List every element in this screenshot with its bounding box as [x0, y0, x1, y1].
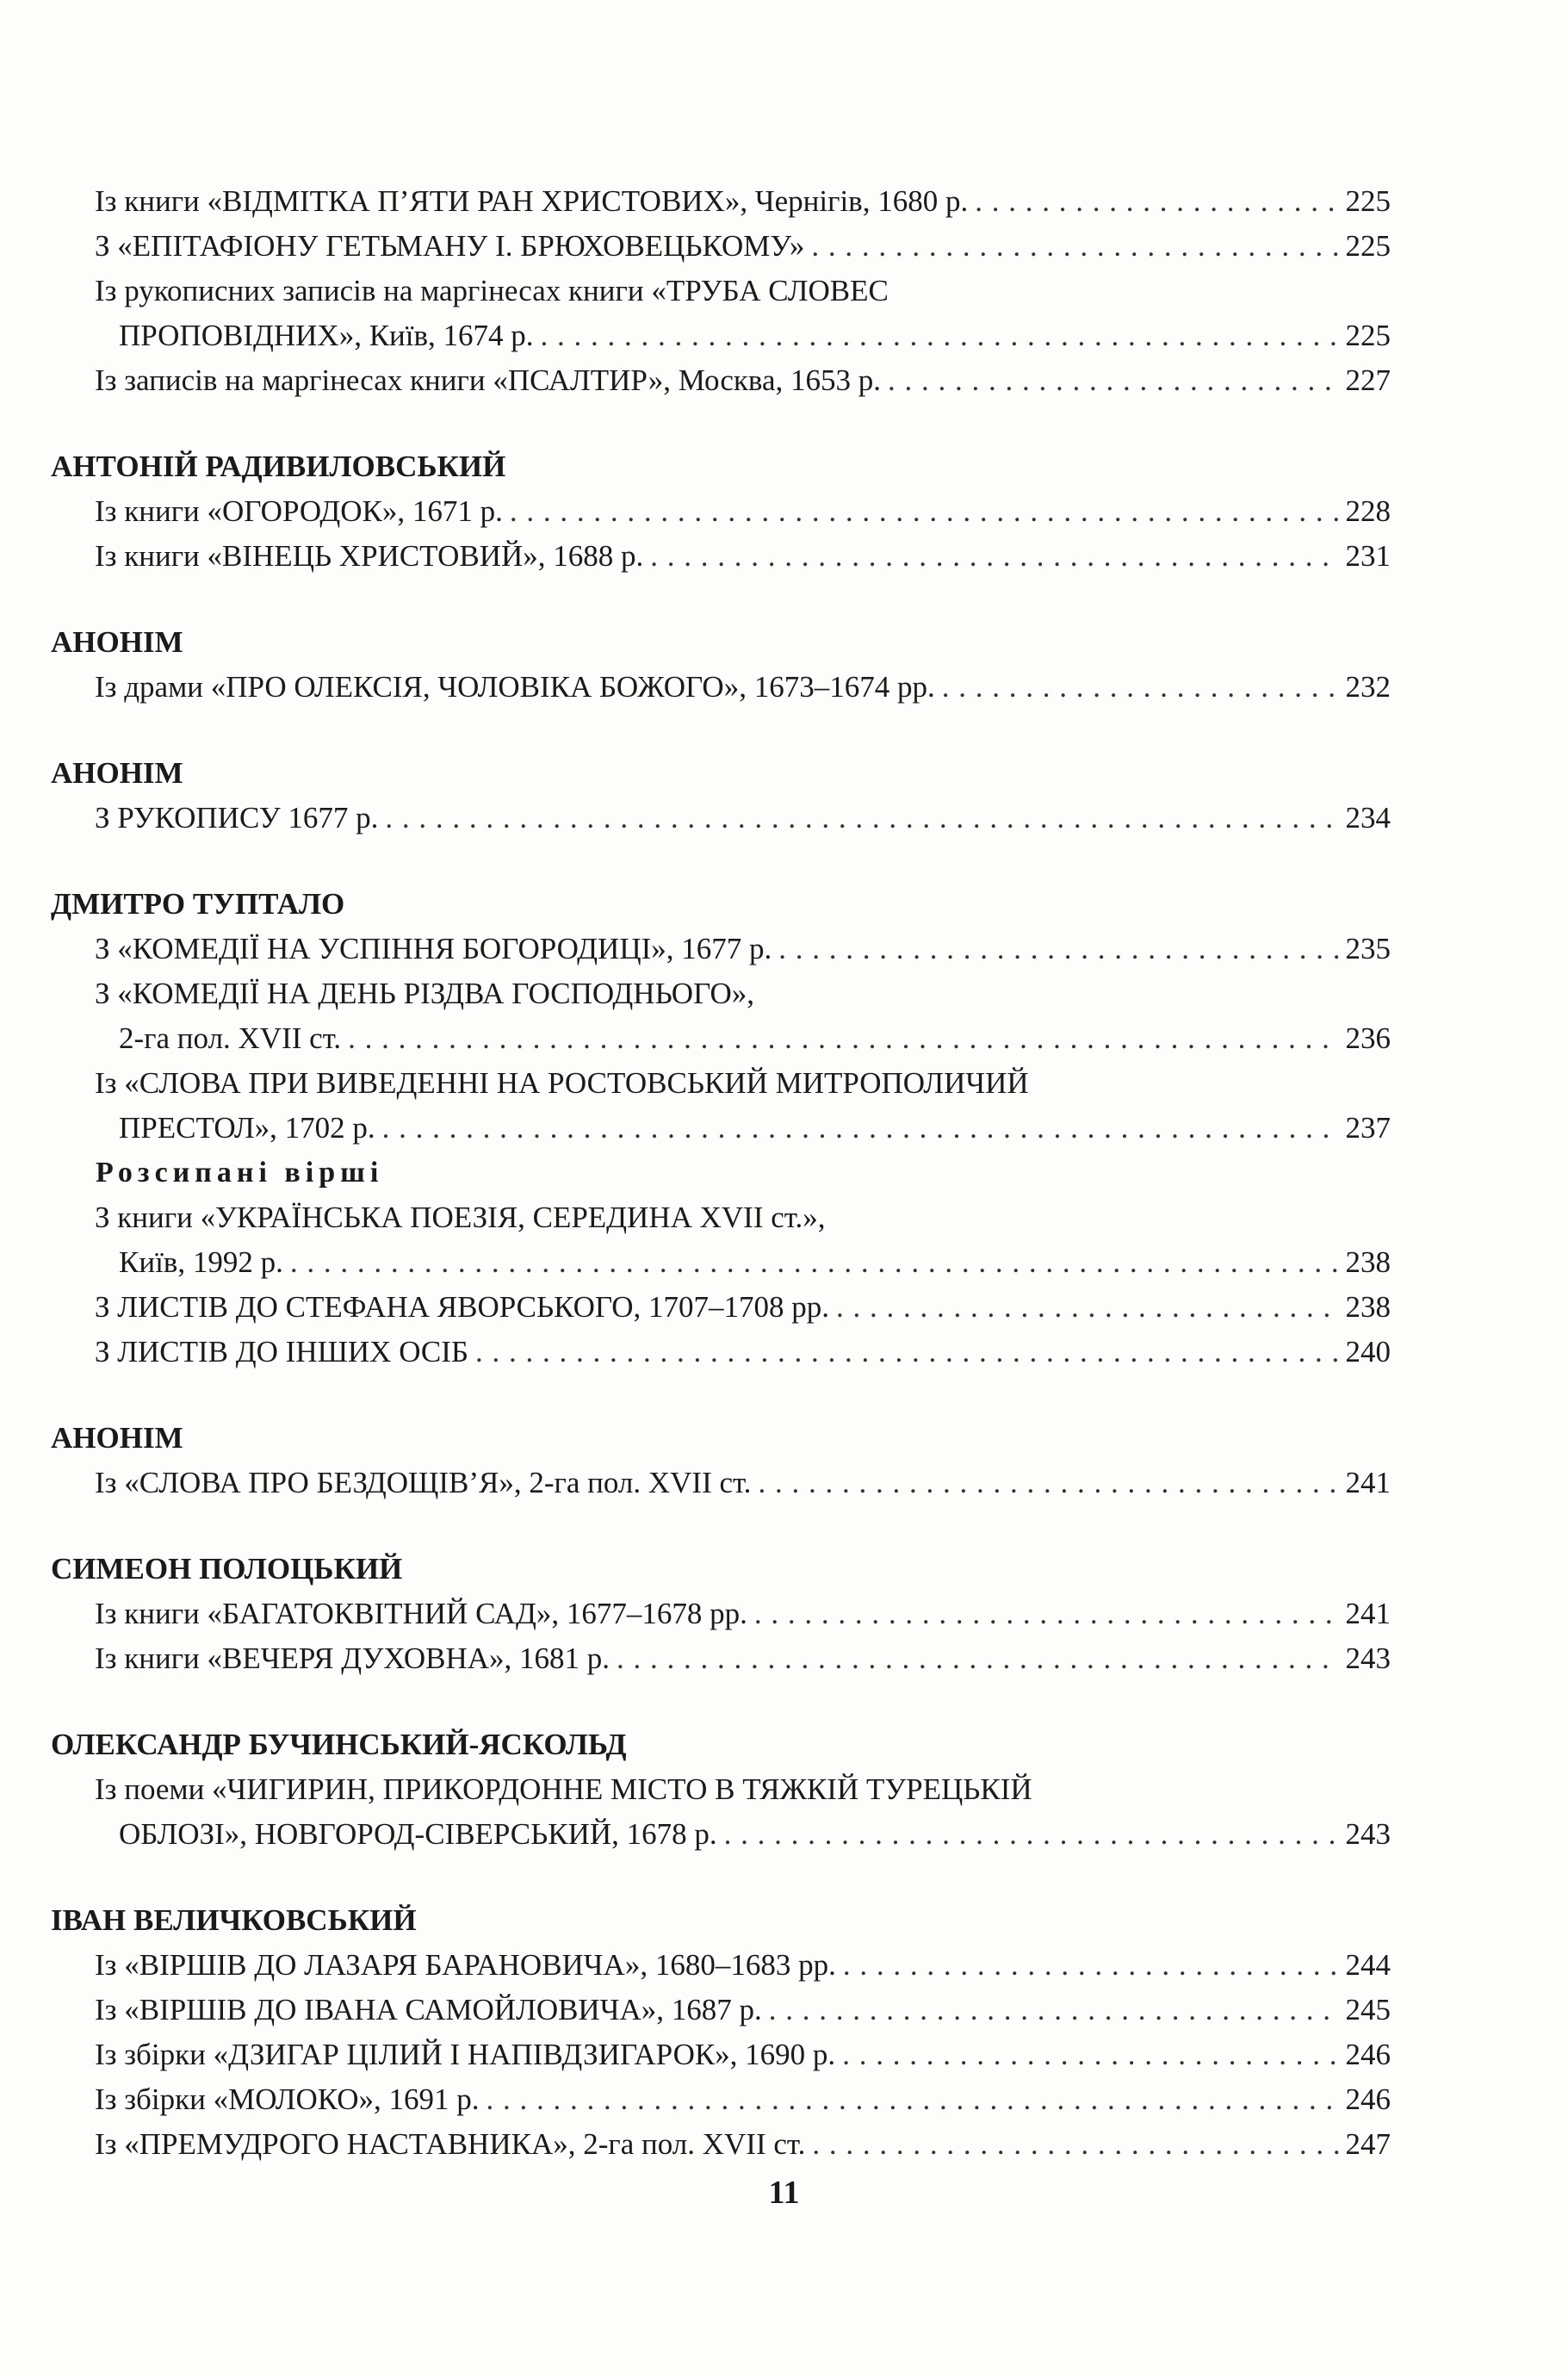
entry-title: Із збірки «ДЗИГАР ЦІЛИЙ І НАПІВДЗИГАРОК», 1690 р. [95, 2038, 836, 2071]
dot-leader [812, 2122, 1338, 2167]
toc-entry[interactable] [51, 1636, 1391, 1681]
toc-entry[interactable] [51, 2033, 1391, 2077]
subsection-heading: Розсипані вірші [96, 1157, 384, 1188]
entry-title: Із збірки «МОЛОКО», 1691 р. [95, 2082, 480, 2116]
entry-page-number: 228 [1345, 494, 1391, 528]
entry-title: Із книги «ОГОРОДОК», 1671 р. [95, 494, 503, 528]
toc-entry[interactable] [51, 269, 1391, 358]
dot-leader [475, 1330, 1338, 1375]
entry-title: Із «СЛОВА ПРИ ВИВЕДЕННІ НА РОСТОВСЬКИЙ МИТРОПОЛИЧИЙ [95, 1066, 1029, 1100]
dot-leader [842, 2033, 1338, 2077]
entry-page-number: 238 [1345, 1245, 1391, 1279]
toc-section [51, 620, 1391, 710]
author-heading: АНТОНІЙ РАДИВИЛОВСЬКИЙ [51, 450, 506, 483]
toc-entry[interactable] [51, 179, 1391, 224]
toc-section [51, 1898, 1391, 2167]
toc-entry[interactable] [51, 1285, 1391, 1330]
entry-page-number: 237 [1345, 1111, 1391, 1145]
dot-leader [385, 796, 1338, 841]
entry-page-number: 225 [1345, 184, 1391, 218]
dot-leader [843, 1943, 1339, 1988]
entry-title: Із «ВІРШІВ ДО ЛАЗАРЯ БАРАНОВИЧА», 1680–1683 рр. [95, 1948, 836, 1982]
entry-page-number: 243 [1345, 1817, 1391, 1851]
dot-leader [650, 534, 1338, 579]
toc-entry[interactable] [51, 224, 1391, 269]
author-heading: ОЛЕКСАНДР БУЧИНСЬКИЙ-ЯСКОЛЬД [51, 1728, 627, 1761]
entry-page-number: 245 [1345, 1993, 1391, 2026]
toc-entry[interactable] [51, 1767, 1391, 1857]
toc-entry[interactable] [51, 534, 1391, 579]
entry-title: Із «ВІРШІВ ДО ІВАНА САМОЙЛОВИЧА», 1687 р. [95, 1993, 762, 2026]
entry-title: Із книги «БАГАТОКВІТНИЙ САД», 1677–1678 рр. [95, 1597, 747, 1630]
entry-title: 2-га пол. XVII ст. [119, 1021, 342, 1055]
entry-title: Із «СЛОВА ПРО БЕЗДОЩІВ’Я», 2-га пол. XVII ст. [95, 1466, 752, 1499]
author-heading: ІВАН ВЕЛИЧКОВСЬКИЙ [51, 1903, 417, 1937]
entry-title: Із книги «ВІНЕЦЬ ХРИСТОВИЙ», 1688 р. [95, 539, 644, 573]
dot-leader [510, 489, 1339, 534]
entry-title: Із книги «ВЕЧЕРЯ ДУХОВНА», 1681 р. [95, 1642, 610, 1675]
entry-title: Із книги «ВІДМІТКА П’ЯТИ РАН ХРИСТОВИХ», Чернігів, 1680 р. [95, 184, 969, 218]
entry-page-number: 234 [1345, 801, 1391, 835]
toc-entry[interactable] [51, 2077, 1391, 2122]
dot-leader [888, 358, 1339, 403]
toc-section [51, 751, 1391, 841]
entry-title: З РУКОПИСУ 1677 р. [95, 801, 379, 835]
toc-entry[interactable] [51, 971, 1391, 1061]
entry-page-number: 236 [1345, 1021, 1391, 1055]
toc-entry[interactable] [51, 927, 1391, 971]
dot-leader [754, 1592, 1339, 1636]
entry-title: З «КОМЕДІЇ НА УСПІННЯ БОГОРОДИЦІ», 1677 р. [95, 932, 772, 965]
entry-page-number: 235 [1345, 932, 1391, 965]
entry-page-number: 240 [1345, 1335, 1391, 1368]
entry-title: ПРОПОВІДНИХ», Київ, 1674 р. [119, 319, 534, 352]
entry-page-number: 227 [1345, 363, 1391, 397]
table-of-contents [51, 179, 1391, 2208]
toc-entry[interactable] [51, 1461, 1391, 1505]
entry-page-number: 246 [1345, 2038, 1391, 2071]
entry-title: З «ЕПІТАФІОНУ ГЕТЬМАНУ І. БРЮХОВЕЦЬКОМУ» [95, 229, 805, 263]
dot-leader [541, 313, 1339, 358]
entry-page-number: 244 [1345, 1948, 1391, 1982]
toc-section [51, 1547, 1391, 1681]
entry-title: ОБЛОЗІ», НОВГОРОД-СІВЕРСЬКИЙ, 1678 р. [119, 1817, 717, 1851]
toc-entry[interactable] [51, 1195, 1391, 1285]
page-number: 11 [768, 2175, 800, 2211]
entry-page-number: 225 [1345, 319, 1391, 352]
author-heading: АНОНІМ [51, 1421, 183, 1455]
dot-leader [617, 1636, 1339, 1681]
entry-page-number: 246 [1345, 2082, 1391, 2116]
toc-entry[interactable] [51, 1592, 1391, 1636]
dot-leader [487, 2077, 1339, 2122]
entry-title: Із поеми «ЧИГИРИН, ПРИКОРДОННЕ МІСТО В ТЯЖКІЙ ТУРЕЦЬКІЙ [95, 1772, 1032, 1806]
dot-leader [975, 179, 1338, 224]
dot-leader [942, 665, 1339, 710]
entry-page-number: 232 [1345, 670, 1391, 704]
toc-entry[interactable] [51, 796, 1391, 841]
author-heading: АНОНІМ [51, 756, 183, 790]
dot-leader [290, 1240, 1339, 1285]
toc-entry[interactable] [51, 1988, 1391, 2033]
author-heading: АНОНІМ [51, 625, 183, 659]
dot-leader [769, 1988, 1339, 2033]
entry-page-number: 238 [1345, 1290, 1391, 1324]
author-heading: ДМИТРО ТУПТАЛО [51, 887, 345, 921]
toc-entry[interactable] [51, 2122, 1391, 2167]
entry-page-number: 241 [1345, 1466, 1391, 1499]
entry-title: ПРЕСТОЛ», 1702 р. [119, 1111, 375, 1145]
toc-entry[interactable] [51, 358, 1391, 403]
dot-leader [778, 927, 1338, 971]
dot-leader [724, 1812, 1339, 1857]
toc-section [51, 1722, 1391, 1857]
toc-entry[interactable] [51, 1943, 1391, 1988]
dot-leader [758, 1461, 1338, 1505]
entry-title: Із рукописних записів на маргінесах книги «ТРУБА СЛОВЕС [95, 274, 889, 307]
entry-title: Київ, 1992 р. [119, 1245, 283, 1279]
toc-section [51, 444, 1391, 579]
entry-title: Із записів на маргінесах книги «ПСАЛТИР», Москва, 1653 р. [95, 363, 881, 397]
entry-page-number: 243 [1345, 1642, 1391, 1675]
entry-title: Із драми «ПРО ОЛЕКСІЯ, ЧОЛОВІКА БОЖОГО», 1673–1674 рр. [95, 670, 935, 704]
dot-leader [382, 1106, 1339, 1151]
dot-leader [811, 224, 1338, 269]
toc-section [51, 882, 1391, 1375]
entry-page-number: 225 [1345, 229, 1391, 263]
toc-entry[interactable] [51, 1061, 1391, 1151]
entry-title: З ЛИСТІВ ДО ІНШИХ ОСІБ [95, 1335, 469, 1368]
entry-page-number: 247 [1345, 2127, 1391, 2161]
toc-section [51, 1416, 1391, 1505]
toc-entry[interactable] [51, 665, 1391, 710]
toc-entry[interactable] [51, 489, 1391, 534]
toc-section [51, 179, 1391, 403]
entry-title: Із «ПРЕМУДРОГО НАСТАВНИКА», 2-га пол. XVII ст. [95, 2127, 806, 2161]
entry-page-number: 241 [1345, 1597, 1391, 1630]
dot-leader [348, 1016, 1338, 1061]
entry-title: З ЛИСТІВ ДО СТЕФАНА ЯВОРСЬКОГО, 1707–1708 рр. [95, 1290, 829, 1324]
author-heading: СИМЕОН ПОЛОЦЬКИЙ [51, 1552, 403, 1586]
entry-page-number: 231 [1345, 539, 1391, 573]
entry-title: З книги «УКРАЇНСЬКА ПОЕЗІЯ, СЕРЕДИНА XVII ст.», [95, 1201, 826, 1234]
dot-leader [836, 1285, 1339, 1330]
entry-title: З «КОМЕДІЇ НА ДЕНЬ РІЗДВА ГОСПОДНЬОГО», [95, 977, 754, 1010]
toc-entry[interactable] [51, 1330, 1391, 1375]
